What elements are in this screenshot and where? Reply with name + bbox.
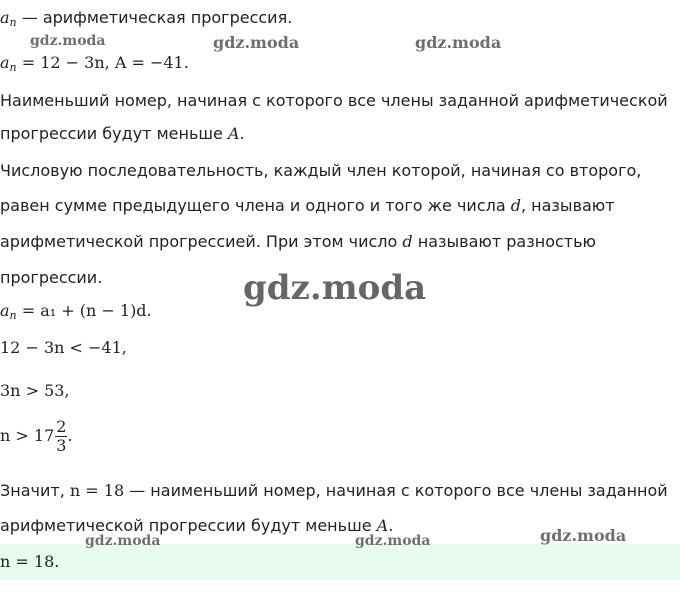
inequality-3-lhs: n > 17	[0, 426, 55, 445]
sequence-symbol: a	[0, 53, 10, 72]
watermark: gdz.moda	[213, 33, 300, 52]
answer-highlight	[0, 544, 680, 580]
conclusion-equation: n = 18	[69, 481, 125, 500]
fraction-numerator: 2	[56, 417, 67, 436]
definition-text: называют разностью	[417, 232, 596, 251]
sequence-description: — арифметическая прогрессия.	[16, 8, 293, 27]
sequence-symbol: a	[0, 301, 10, 320]
given-expression: = 12 − 3n, A = −41.	[21, 53, 189, 72]
general-formula-expression: = a₁ + (n − 1)d.	[21, 301, 152, 320]
conclusion-text: — наименьший номер, начиная с которого все члены заданной	[129, 481, 668, 500]
watermark: gdz.moda	[30, 33, 106, 49]
conclusion-text: Значит,	[0, 481, 65, 500]
inequality-1: 12 − 3n < −41,	[0, 338, 127, 357]
watermark: gdz.moda	[85, 533, 161, 549]
inequality-3	[0, 418, 73, 455]
sequence-symbol: a	[0, 8, 10, 27]
fraction	[55, 418, 67, 455]
variable-d: d	[510, 196, 521, 215]
definition-text: , называют	[520, 196, 615, 215]
watermark: gdz.moda	[355, 533, 431, 549]
definition-line-3	[0, 232, 596, 251]
question-line-1: Наименьший номер, начиная с которого все члены заданной арифметической	[0, 91, 668, 110]
definition-line-4: прогрессии.	[0, 268, 103, 287]
inequality-2: 3n > 53,	[0, 381, 70, 400]
definition-text: равен сумме предыдущего члена и одного и того же числа	[0, 196, 506, 215]
punctuation: .	[388, 516, 394, 535]
variable-A: A	[227, 124, 240, 143]
watermark: gdz.moda	[415, 33, 502, 52]
watermark: gdz.moda	[540, 526, 627, 545]
variable-d: d	[402, 232, 413, 251]
question-line-2	[0, 124, 245, 143]
general-formula	[0, 301, 152, 322]
conclusion-text: арифметической прогрессии будут меньше	[0, 516, 372, 535]
definition-text: арифметической прогрессией. При этом число	[0, 232, 398, 251]
variable-A: A	[376, 516, 389, 535]
sequence-subscript: n	[9, 61, 17, 74]
sequence-subscript: n	[9, 16, 17, 29]
definition-line-1: Числовую последовательность, каждый член которой, начиная со второго,	[0, 161, 642, 180]
definition-line-2	[0, 196, 615, 215]
conclusion-line-1	[0, 481, 668, 500]
fraction-denominator: 3	[56, 436, 67, 455]
conclusion-line-2	[0, 516, 393, 535]
punctuation: .	[239, 124, 245, 143]
question-text: прогрессии будут меньше	[0, 124, 223, 143]
sequence-statement	[0, 8, 292, 29]
sequence-subscript: n	[9, 309, 17, 322]
answer: n = 18.	[0, 552, 60, 571]
watermark-large: gdz.moda	[243, 268, 427, 308]
given-formula	[0, 53, 189, 74]
punctuation: .	[67, 426, 73, 445]
